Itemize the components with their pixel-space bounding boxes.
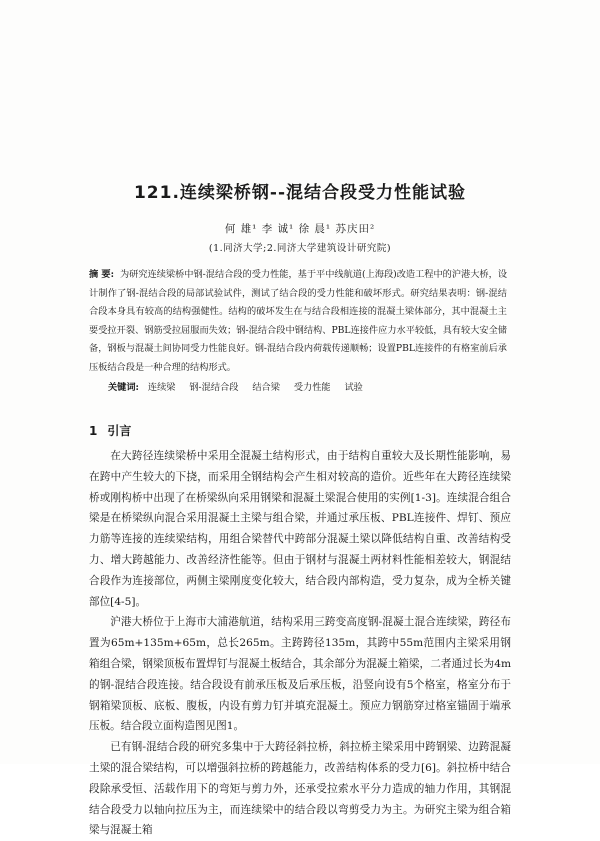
keyword: 钢-混结合段 [189,382,239,393]
abstract [89,266,507,378]
keyword: 受力性能 [293,382,331,393]
paragraph: 沪港大桥位于上海市大浦港航道，结构采用三跨变高度钢-混凝土混合连续梁，跨径布置为65m+135m+65m，总长265m。主跨跨径135m，其跨中55m范围内主梁采用钢箱组合梁，钢梁顶板布置焊钉与混凝土板结合，其余部分为混凝土箱梁，二者通过长为4m的钢-混结合段连接。结合段设有前承压板及后承压板，沿竖向设有5个格室，格室分布于钢箱梁顶板、底板、腹板，内设有剪力钉并填充混凝土。预应力钢筋穿过格室锚固于端承压板。结合段立面构造图见图1。 [89,616,511,733]
body-text [89,446,511,841]
keyword: 结合梁 [252,382,280,393]
keyword: 试验 [344,382,363,393]
affiliations: (1.同济大学;2.同济大学建筑设计研究院) [208,243,392,254]
section-heading [89,422,131,439]
section-title: 引言 [107,424,132,438]
abstract-text: 为研究连续梁桥中钢-混结合段的受力性能，基于平中线航道(上海段)改造工程中的沪港大桥，设计制作了钢-混结合段的局部试验试件，测试了结合段的受力性能和破坏形式。研究结果表明：钢-混结合段本身具有较高的结构强健性。结构的破坏发生在与结合段相连接的混凝土梁体部分，其中混凝土主要受拉开裂、钢筋受拉屈服而失效；钢-混结合段中钢结构、PBL连接件应力水平较低，具有较大安全储备，钢板与混凝土间协同受力性能良好。钢-混结合段内荷载传递顺畅；设置PBL连接件的有格室前后承压板结合段是一种合理的结构形式。 [89,269,508,373]
paragraph: 在大跨径连续梁桥中采用全混凝土结构形式，由于结构自重较大及长期性能影响，易在跨中产生较大的下挠，而采用全钢结构会产生相对较高的造价。近些年在大跨径连续梁桥或刚构桥中出现了在桥梁纵向采用钢梁和混凝土梁混合使用的实例[1-3]。连续混合组合梁是在桥梁纵向混合采用混凝土主梁与组合梁，并通过承压板、PBL连接件、焊钉、预应力筋等连接的连续梁结构，用组合梁替代中跨部分混凝土梁以降低结构自重、改善结构受力、增大跨越能力、改善经济性能等。但由于钢材与混凝土两材料性能相差较大，钢混结合段作为连接部位，两侧主梁刚度变化较大，结合段内部构造，受力复杂，成为全桥关键部位[4-5]。 [89,450,511,608]
paragraph: 已有钢-混结合段的研究多集中于大跨径斜拉桥，斜拉桥主梁采用中跨钢梁、边跨混凝土梁的混合梁结构，可以增强斜拉桥的跨越能力，改善结构体系的受力[6]。斜拉桥中结合段除承受恒、活载作用下的弯矩与剪力外，还承受拉索水平分力造成的轴力作用，其钢混结合段受力以轴向拉压为主，而连续梁中的结合段以弯剪受力为主。为研究主梁为组合箱梁与混凝土箱 [89,741,511,837]
paper-title: 121.连续梁桥钢--混结合段受力性能试验 [133,183,467,203]
section-number: 1 [89,424,98,438]
keywords [108,380,508,396]
keywords-label: 关键词: [108,382,139,393]
keyword: 连续梁 [147,382,176,393]
author-list: 何 雄¹ 李 诚¹ 徐 晨¹ 苏庆田² [224,223,376,235]
abstract-label: 摘 要: [89,269,114,280]
